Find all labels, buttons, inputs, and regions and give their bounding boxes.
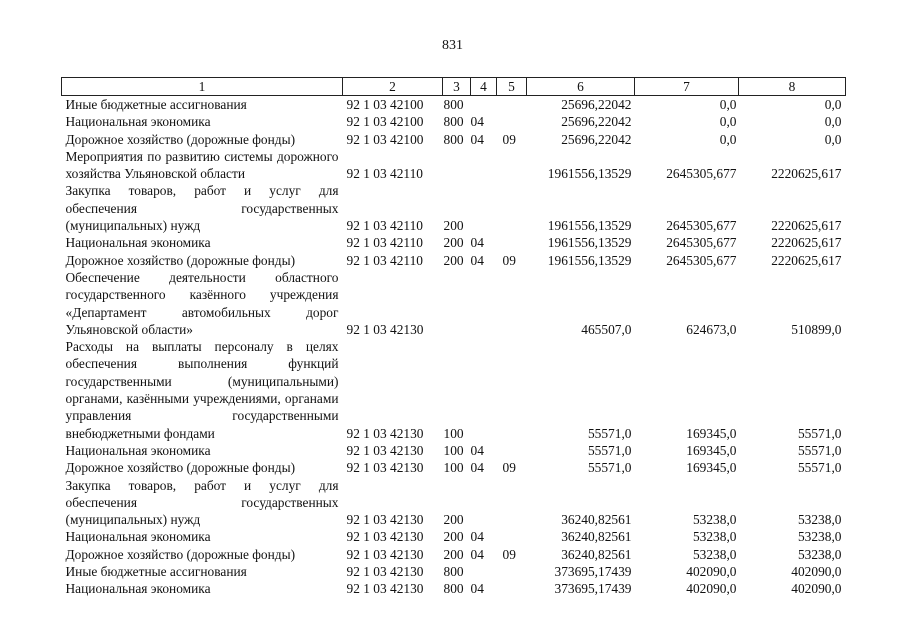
row-value-col6: 25696,22042 — [561, 114, 632, 130]
row-name: Дорожное хозяйство (дорожные фонды) — [65, 252, 296, 268]
row-value-col6: 1961556,13529 — [547, 166, 632, 182]
row-value-col7: 0,0 — [719, 97, 737, 112]
row-value-col6: 1961556,13529 — [547, 218, 632, 234]
row-code: 92 1 03 42130 — [346, 512, 424, 528]
row-expense-type: 100 — [443, 425, 464, 441]
row-section: 04 — [470, 581, 484, 597]
row-subsection — [497, 113, 527, 130]
row-section: 04 — [470, 252, 484, 268]
row-value-col7: 169345,0 — [686, 425, 737, 441]
row-value-col7: 0,0 — [719, 131, 737, 147]
table-row — [62, 113, 846, 130]
row-expense-type: 800 — [443, 97, 464, 112]
table-row — [62, 459, 846, 476]
row-code: 92 1 03 42110 — [346, 218, 423, 234]
row-value-col8: 2220625,617 — [771, 166, 842, 182]
row-name: Национальная экономика — [65, 114, 211, 130]
row-value-col8: 55571,0 — [797, 460, 842, 476]
row-value-col7: 53238,0 — [692, 546, 737, 562]
row-value-col7: 402090,0 — [686, 564, 737, 580]
row-value-col7: 53238,0 — [692, 529, 737, 545]
column-header: 7 — [635, 78, 739, 96]
row-code: 92 1 03 42130 — [346, 546, 424, 562]
column-header: 3 — [443, 78, 471, 96]
row-value-col8: 53238,0 — [797, 529, 842, 545]
row-name: Дорожное хозяйство (дорожные фонды) — [65, 546, 296, 562]
row-section: 04 — [470, 235, 484, 251]
row-subsection — [497, 148, 527, 183]
row-section: 04 — [470, 529, 484, 545]
row-subsection — [497, 477, 527, 529]
row-section: 04 — [470, 114, 484, 130]
row-value-col6: 55571,0 — [587, 442, 632, 458]
row-name: Национальная экономика — [65, 442, 211, 458]
row-section — [471, 269, 497, 338]
row-expense-type: 800 — [443, 581, 464, 597]
budget-table — [61, 77, 846, 598]
row-value-col6: 1961556,13529 — [547, 252, 632, 268]
row-name: Национальная экономика — [65, 235, 211, 251]
row-name: Иные бюджетные ассигнования — [65, 564, 247, 580]
row-name: Расходы на выплаты персоналу в целях обеспечения выполнения функций государственными (муниципальными) органами, казёнными учреждениями, органами управления государственными внебюджетными фондами — [65, 339, 339, 441]
row-value-col6: 36240,82561 — [561, 512, 632, 528]
row-subsection — [497, 234, 527, 251]
row-section — [471, 477, 497, 529]
row-code: 92 1 03 42110 — [346, 252, 423, 268]
row-code: 92 1 03 42130 — [346, 529, 424, 545]
row-value-col7: 2645305,677 — [666, 252, 737, 268]
row-code: 92 1 03 42130 — [346, 460, 424, 476]
row-value-col8: 53238,0 — [797, 546, 842, 562]
row-value-col8: 53238,0 — [797, 512, 842, 528]
row-value-col6: 25696,22042 — [561, 97, 632, 112]
row-subsection — [497, 563, 527, 580]
row-value-col7: 169345,0 — [686, 442, 737, 458]
row-value-col7: 169345,0 — [686, 460, 737, 476]
column-header: 5 — [497, 78, 527, 96]
row-expense-type: 200 — [443, 546, 464, 562]
row-value-col6: 465507,0 — [581, 321, 632, 337]
row-code: 92 1 03 42130 — [346, 581, 424, 597]
row-value-col6: 55571,0 — [587, 460, 632, 476]
row-name: Национальная экономика — [65, 529, 211, 545]
table-row — [62, 546, 846, 563]
row-section: 04 — [470, 546, 484, 562]
row-value-col7: 0,0 — [719, 114, 737, 130]
row-subsection — [497, 442, 527, 459]
table-row — [62, 580, 846, 597]
row-value-col6: 25696,22042 — [561, 131, 632, 147]
row-value-col8: 2220625,617 — [771, 218, 842, 234]
table-row — [62, 148, 846, 183]
table-header-row — [62, 78, 846, 96]
row-value-col6: 36240,82561 — [561, 529, 632, 545]
row-expense-type: 800 — [443, 114, 464, 130]
row-code: 92 1 03 42110 — [346, 166, 423, 182]
column-header: 8 — [739, 78, 846, 96]
row-value-col8: 0,0 — [824, 97, 842, 112]
row-code: 92 1 03 42130 — [346, 425, 424, 441]
row-section — [471, 182, 497, 234]
row-expense-type: 200 — [443, 235, 464, 251]
row-expense-type: 100 — [443, 460, 464, 476]
row-expense-type: 200 — [443, 529, 464, 545]
row-value-col8: 402090,0 — [791, 564, 842, 580]
table-row — [62, 338, 846, 442]
column-header: 6 — [527, 78, 635, 96]
row-value-col6: 36240,82561 — [561, 546, 632, 562]
table-row — [62, 182, 846, 234]
row-name: Дорожное хозяйство (дорожные фонды) — [65, 131, 296, 147]
row-value-col8: 0,0 — [824, 131, 842, 147]
row-subsection: 09 — [502, 546, 516, 562]
table-row — [62, 131, 846, 148]
row-section — [471, 148, 497, 183]
column-header: 2 — [343, 78, 443, 96]
table-row — [62, 96, 846, 114]
row-code: 92 1 03 42100 — [346, 114, 424, 130]
table-row — [62, 442, 846, 459]
row-value-col7: 53238,0 — [692, 512, 737, 528]
table-row — [62, 252, 846, 269]
row-value-col6: 55571,0 — [587, 425, 632, 441]
row-expense-type — [443, 269, 471, 338]
row-value-col7: 402090,0 — [686, 581, 737, 597]
row-subsection: 09 — [502, 460, 516, 476]
row-expense-type: 200 — [443, 252, 464, 268]
row-name: Обеспечение деятельности областного государственного казённого учреждения «Департамент автомобильных дорог Ульяновской области» — [65, 269, 339, 337]
row-name: Закупка товаров, работ и услуг для обеспечения государственных (муниципальных) нужд — [65, 183, 339, 234]
row-name: Мероприятия по развитию системы дорожного хозяйства Ульяновской области — [65, 148, 339, 182]
row-value-col7: 2645305,677 — [666, 218, 737, 234]
row-value-col8: 402090,0 — [791, 581, 842, 597]
row-value-col8: 2220625,617 — [771, 235, 842, 251]
row-value-col8: 0,0 — [824, 114, 842, 130]
row-subsection: 09 — [502, 131, 516, 147]
row-name: Закупка товаров, работ и услуг для обеспечения государственных (муниципальных) нужд — [65, 477, 339, 528]
row-section: 04 — [470, 131, 484, 147]
row-subsection — [497, 338, 527, 442]
row-expense-type — [443, 148, 471, 183]
row-code: 92 1 03 42110 — [346, 235, 423, 251]
row-subsection — [497, 182, 527, 234]
row-code: 92 1 03 42100 — [346, 97, 424, 112]
row-section — [471, 338, 497, 442]
column-header: 1 — [62, 78, 343, 96]
table-row — [62, 234, 846, 251]
table-body — [62, 96, 846, 598]
row-code: 92 1 03 42130 — [346, 442, 424, 458]
row-expense-type: 800 — [443, 131, 464, 147]
row-section — [471, 96, 497, 114]
row-expense-type: 100 — [443, 442, 464, 458]
row-expense-type: 200 — [443, 512, 464, 528]
row-subsection — [497, 96, 527, 114]
row-value-col7: 624673,0 — [686, 321, 737, 337]
row-name: Дорожное хозяйство (дорожные фонды) — [65, 460, 296, 476]
row-value-col6: 373695,17439 — [554, 581, 632, 597]
row-value-col7: 2645305,677 — [666, 166, 737, 182]
table-row — [62, 528, 846, 545]
row-expense-type: 200 — [443, 218, 464, 234]
table-row — [62, 269, 846, 338]
row-subsection — [497, 580, 527, 597]
page-number: 831 — [442, 38, 463, 53]
row-code: 92 1 03 42130 — [346, 564, 424, 580]
table-row — [62, 563, 846, 580]
row-value-col6: 1961556,13529 — [547, 235, 632, 251]
table-row — [62, 477, 846, 529]
row-expense-type: 800 — [443, 564, 464, 580]
column-header: 4 — [471, 78, 497, 96]
row-subsection: 09 — [502, 252, 516, 268]
row-name: Иные бюджетные ассигнования — [65, 97, 247, 112]
row-section: 04 — [470, 442, 484, 458]
row-value-col6: 373695,17439 — [554, 564, 632, 580]
row-value-col7: 2645305,677 — [666, 235, 737, 251]
row-name: Национальная экономика — [65, 581, 211, 597]
row-value-col8: 510899,0 — [791, 321, 842, 337]
row-value-col8: 2220625,617 — [771, 252, 842, 268]
row-subsection — [497, 528, 527, 545]
row-subsection — [497, 269, 527, 338]
row-value-col8: 55571,0 — [797, 425, 842, 441]
row-section — [471, 563, 497, 580]
row-value-col8: 55571,0 — [797, 442, 842, 458]
row-code: 92 1 03 42130 — [346, 321, 424, 337]
row-code: 92 1 03 42100 — [346, 131, 424, 147]
row-section: 04 — [470, 460, 484, 476]
